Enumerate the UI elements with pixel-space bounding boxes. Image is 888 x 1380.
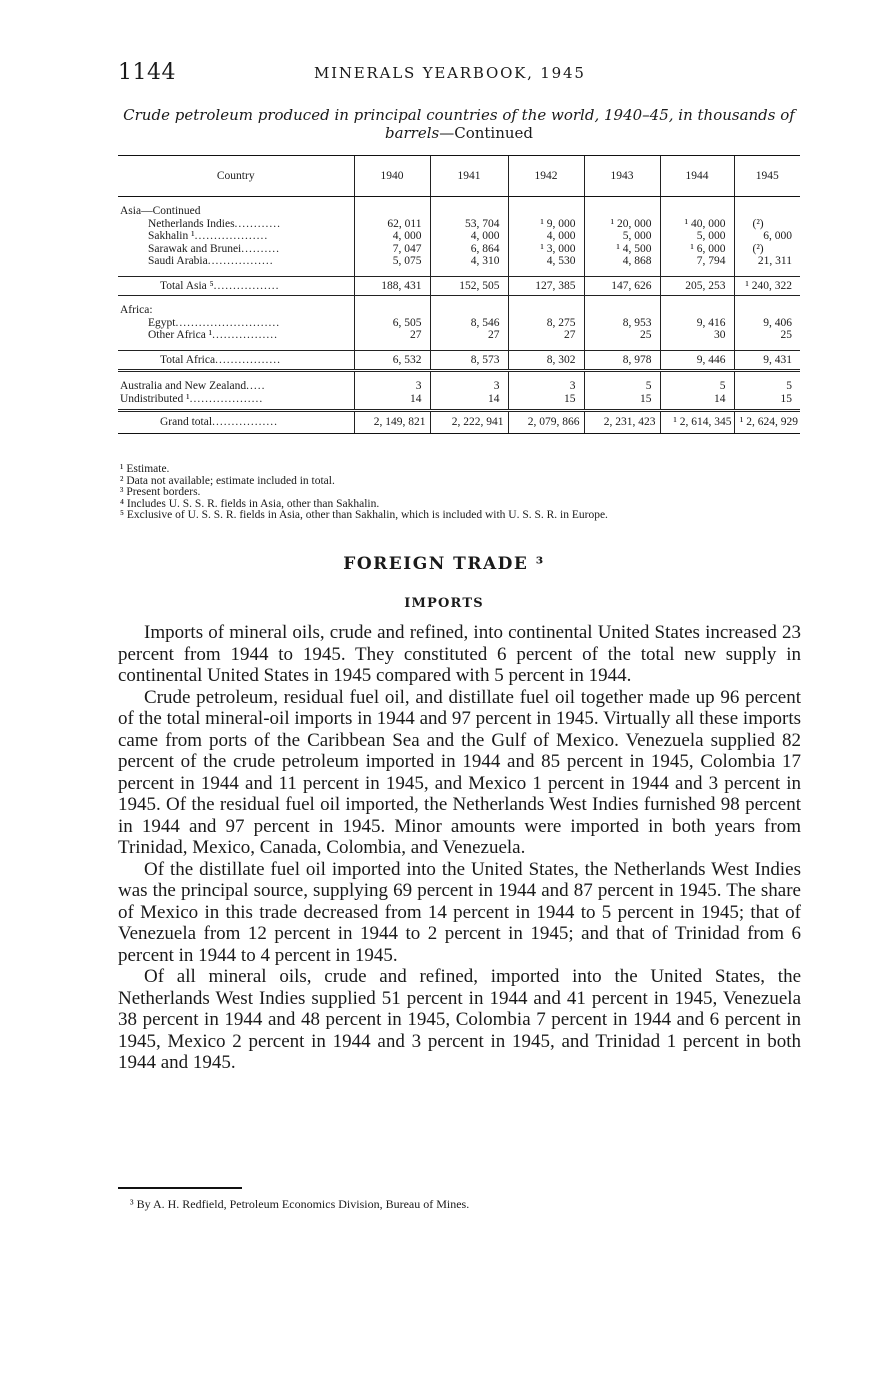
table-cell: 8, 953 [622, 316, 652, 329]
table-cell: 6, 532 [354, 350, 430, 371]
table-header-row [118, 156, 800, 197]
table-cell: 127, 385 [508, 276, 584, 296]
country-label: Netherlands Indies............ [148, 217, 282, 230]
column-header: 1941 [430, 156, 508, 197]
total-label: Total Asia ⁵................. [160, 279, 280, 292]
table-cell: ¹ 3, 000 [540, 242, 576, 255]
table-cell: ¹ 9, 000 [540, 217, 576, 230]
table-cell: 4, 000 [470, 230, 500, 242]
table-cell: 5, 075 [392, 255, 422, 267]
column-header: Country [118, 156, 354, 197]
country-label: Saudi Arabia................. [148, 255, 274, 267]
table-cell: 5, 000 [622, 230, 652, 242]
table-cell: 27 [410, 329, 422, 341]
table-cell: 25 [780, 329, 792, 341]
table-cell: 25 [640, 329, 652, 341]
table-cell: 53, 704 [465, 217, 500, 230]
table-cell: 4, 000 [392, 230, 422, 242]
running-title: MINERALS YEARBOOK, 1945 [314, 64, 586, 82]
paragraph: Of the distillate fuel oil imported into the United States, the Netherlands West Indies was the principal source, supplying 69 percent in 1944 and 87 percent in 1945. The share of Mexico in this trade decreased from 14 percent in 1944 to 5 percent in 1945; that of Venezuela from 12 percent in 1944 to 2 percent in 1945; and that of Trinidad from 6 percent in 1944 to 4 percent in 1945. [118, 858, 801, 966]
table-cell: 5 [645, 380, 652, 392]
table-cell: 5 [786, 380, 792, 392]
table-cell: 4, 530 [546, 255, 576, 267]
table-cell: 8, 978 [584, 350, 660, 371]
footnote: ² Data not available; estimate included in total. [120, 474, 335, 487]
table-cell: 152, 505 [430, 276, 508, 296]
footnote: ³ Present borders. [120, 486, 201, 498]
table-row-group-asia [118, 205, 800, 268]
country-label: Egypt........................... [148, 316, 281, 329]
table-cell: 27 [488, 329, 500, 341]
page-number: 1144 [118, 60, 176, 85]
group-heading: Asia—Continued [120, 205, 201, 217]
table-cell: 8, 275 [546, 316, 576, 329]
table-cell: 147, 626 [584, 276, 660, 296]
footnote: ⁵ Exclusive of U. S. S. R. fields in Asia, other than Sakhalin, which is included with U. S. S. R. in Europe. [120, 509, 608, 521]
paragraph: Crude petroleum, residual fuel oil, and distillate fuel oil together made up 96 percent of the total mineral-oil imports in 1944 and 97 percent in 1945. Virtually all these imports came from ports of the Caribbean Sea and the Gulf of Mexico. Venezuela supplied 82 percent of the crude petroleum imported in 1944 and 85 percent in 1945, Colombia 17 percent in 1944 and 11 percent in 1945, and Mexico 1 percent in 1944 and 3 percent in 1945. Of the residual fuel oil imported, the Netherlands West Indies furnished 98 percent in 1944 and 97 percent in 1945. Minor amounts were imported in both years from Trinidad, Mexico, Canada, Colombia, and Venezuela. [118, 686, 801, 858]
table-cell: 4, 868 [622, 255, 652, 267]
table-cell: 6, 000 [763, 230, 792, 242]
table-cell: 3 [493, 380, 500, 392]
table-row-total-asia [118, 276, 800, 296]
country-label: Undistributed ¹................... [120, 392, 264, 405]
table-cell: 62, 011 [387, 217, 422, 230]
table-cell: (²) [752, 217, 764, 230]
total-label: Grand total................. [160, 416, 278, 428]
column-header: 1944 [660, 156, 734, 197]
table-caption [118, 106, 800, 142]
table-cell: 6, 505 [392, 316, 422, 329]
table-cell: 30 [714, 329, 726, 341]
table-caption-continued: —Continued [439, 124, 534, 142]
table-cell: 205, 253 [660, 276, 734, 296]
paragraph: Imports of mineral oils, crude and refined, into continental United States increased 23 percent from 1944 to 1945. They constituted 6 percent of the total new supply in continental United States in 1945 compared with 5 percent in 1944. [118, 622, 801, 686]
table-cell: 4, 000 [546, 230, 576, 242]
section-heading: FOREIGN TRADE ³ [343, 554, 545, 574]
table-cell: 5, 000 [696, 230, 726, 242]
table-cell: 8, 302 [508, 350, 584, 371]
table-cell: 9, 446 [660, 350, 734, 371]
table-cell: 6, 864 [470, 242, 500, 255]
table-cell: 7, 794 [696, 255, 726, 267]
page-header [118, 60, 798, 88]
column-header: 1942 [508, 156, 584, 197]
footnote: ⁴ Includes U. S. S. R. fields in Asia, other than Sakhalin. [120, 497, 380, 510]
total-label: Total Africa................. [160, 353, 281, 366]
table-cell: (²) [752, 242, 764, 255]
crude-petroleum-table [118, 155, 800, 434]
subsection-heading: IMPORTS [404, 596, 484, 611]
table-row-other [118, 371, 800, 411]
table-cell: 15 [780, 392, 792, 405]
table-cell: 14 [410, 392, 422, 405]
paragraph: Of all mineral oils, crude and refined, imported into the United States, the Netherlands West Indies supplied 51 percent in 1944 and 41 percent in 1945, Venezuela 38 percent in 1944 and 48 percent in 1945, Colombia 7 percent in 1944 and 6 percent in 1945, Mexico 2 percent in 1944 and 3 percent in 1945, and Trinidad 1 percent in both 1944 and 1945. [118, 966, 801, 1073]
table-cell: 27 [564, 329, 576, 341]
table-cell: 5 [719, 380, 726, 392]
table-cell: 14 [714, 392, 726, 405]
table-cell: 8, 573 [430, 350, 508, 371]
table-cell: 188, 431 [354, 276, 430, 296]
column-header: 1940 [354, 156, 430, 197]
group-heading: Africa: [120, 304, 153, 316]
table-cell: 15 [564, 392, 576, 405]
table-cell: 9, 406 [763, 316, 792, 329]
table-cell: ¹ 4, 500 [616, 242, 652, 255]
table-cell: 3 [415, 380, 422, 392]
table-cell: ¹ 40, 000 [684, 217, 726, 230]
footnote: ¹ Estimate. [120, 463, 170, 475]
table-cell: 2, 222, 941 [430, 411, 508, 434]
table-cell: 2, 079, 866 [508, 411, 584, 434]
country-label: Other Africa ¹................. [148, 329, 278, 341]
table-row-grand-total [118, 411, 800, 434]
table-cell: 2, 231, 423 [584, 411, 660, 434]
body-text [118, 622, 801, 1074]
table-cell: 8, 546 [470, 316, 500, 329]
column-header: 1943 [584, 156, 660, 197]
table-row-total-africa [118, 350, 800, 371]
table-cell: 3 [569, 380, 576, 392]
footnote: ³ By A. H. Redfield, Petroleum Economics Division, Bureau of Mines. [130, 1197, 470, 1211]
country-label: Australia and New Zealand..... [120, 380, 266, 392]
table-cell: 4, 310 [470, 255, 500, 267]
table-row-group-africa [118, 304, 800, 342]
table-cell: 2, 149, 821 [354, 411, 430, 434]
table-cell: ¹ 6, 000 [690, 242, 726, 255]
table-cell: 9, 431 [734, 350, 800, 371]
table-cell: ¹ 240, 322 [734, 276, 800, 296]
footnote-divider [118, 1187, 242, 1189]
table-cell: 21, 311 [757, 255, 792, 267]
table-cell: 7, 047 [392, 242, 422, 255]
country-label: Sakhalin ¹................... [148, 230, 269, 242]
table-caption-text: Crude petroleum produced in principal countries of the world, 1940–45, in thousands of barrels [123, 106, 795, 142]
table-cell: ¹ 20, 000 [610, 217, 652, 230]
column-header: 1945 [734, 156, 800, 197]
table-cell: 14 [488, 392, 500, 405]
table-cell: ¹ 2, 624, 929 [734, 411, 800, 434]
table-cell: ¹ 2, 614, 345 [660, 411, 734, 434]
table-footnotes [120, 464, 800, 522]
country-label: Sarawak and Brunei.......... [148, 242, 280, 255]
table-cell: 9, 416 [696, 316, 726, 329]
table-cell: 15 [640, 392, 652, 405]
